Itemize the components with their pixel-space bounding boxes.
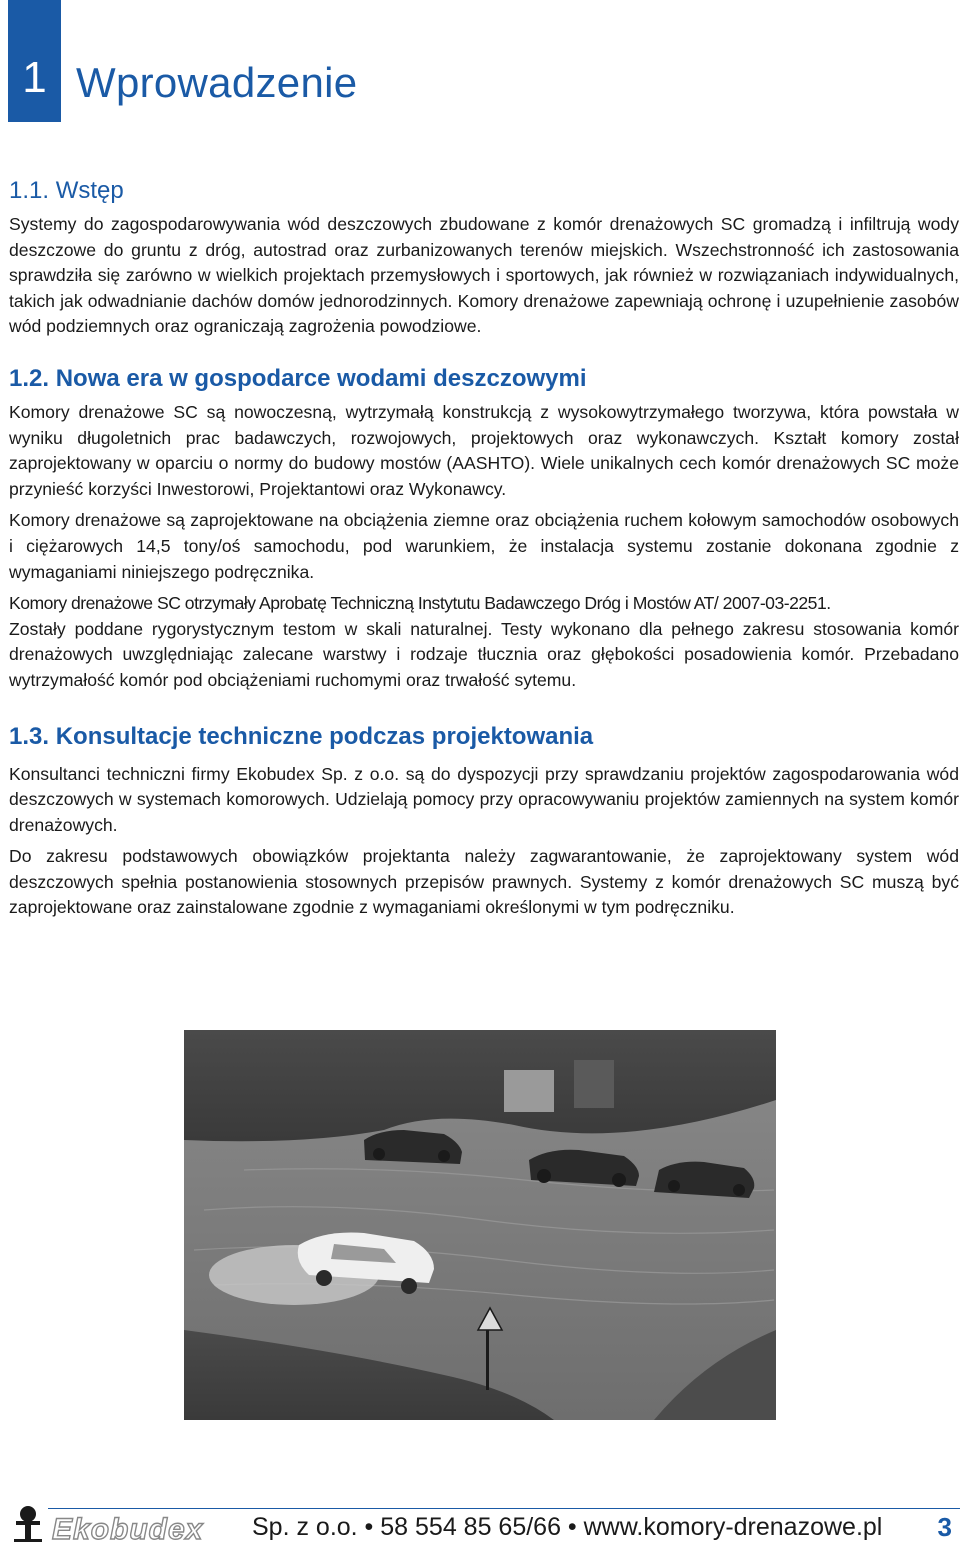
chapter-title: Wprowadzenie	[76, 59, 358, 106]
section-new-era	[9, 364, 959, 694]
section-heading: 1.3. Konsultacje techniczne podczas projektowania	[9, 722, 594, 750]
section-consultations	[9, 722, 959, 922]
footer-rule	[48, 1508, 960, 1509]
paragraph: Systemy do zagospodarowywania wód deszczowych zbudowane z komór drenażowych SC gromadzą i infiltrują wody deszczowe do gruntu z dróg, autostrad oraz zurbanizowanych terenów miejskich. Wszechstronność ich zastosowania sprawdziła się zarówno w wielkich projektach przemysłowych i sportowych, jak również w rozwiązaniach indywidualnych, takich jak odwadnianie dachów domów jednorodzinnych. Komory drenażowe zapewniają ochronę i uzupełnienie zasobów wód podziemnych oraz ograniczają zagrożenia powodziowe.	[9, 214, 959, 337]
paragraph: Komory drenażowe SC są nowoczesną, wytrzymałą konstrukcją z wysokowytrzymałego tworzywa, która powstała w wyniku długoletnich prac badawczych, rozwojowych, projektowych oraz wykonawczych. Kształt komory został zaprojektowany w oparciu o normy do budowy mostów (AASHTO). Wiele unikalnych cech komór drenażowych SC może przynieść korzyści Inwestorowi, Projektantowi oraz Wykonawcy.	[9, 401, 959, 499]
paragraph: Do zakresu podstawowych obowiązków projektanta należy zagwarantowanie, że zaprojektowany system wód deszczowych spełnia postanowienia stosownych przepisów prawnych. Systemy z komór drenażowych SC muszą być zaprojektowane oraz zainstalowane zgodnie z wymaganiami określonymi w tym podręczniku.	[9, 846, 959, 918]
section-heading: 1.2. Nowa era w gospodarce wodami deszczowymi	[9, 364, 587, 392]
paragraph-approval: Komory drenażowe SC otrzymały Aprobatę Techniczną Instytutu Badawczego Dróg i Mostów AT/ 2007-03-2251.	[9, 593, 831, 614]
page-content	[9, 176, 959, 921]
paragraph: Konsultanci techniczni firmy Ekobudex Sp. z o.o. są do dyspozycji przy sprawdzaniu projektów zagospodarowania wód deszczowych w systemach komorowych. Udzielają pomocy przy opracowywaniu projektów zamiennych na system komór drenażowych.	[9, 763, 959, 835]
footer-contact: Sp. z o.o. • 58 554 85 65/66 • www.komory-drenazowe.pl	[252, 1513, 883, 1541]
chapter-number: 1	[22, 53, 47, 102]
flooded-street-photo	[184, 1030, 776, 1420]
page-number: 3	[937, 1512, 952, 1542]
ekobudex-logo-icon	[10, 1505, 46, 1543]
footer-brand: Ekobudex	[52, 1513, 204, 1546]
paragraph: Komory drenażowe są zaprojektowane na obciążenia ziemne oraz obciążenia ruchem kołowym samochodów osobowych i ciężarowych 14,5 tony/oś samochodu, pod warunkiem, że instalacja systemu zostanie dokonana zgodnie z wymaganiami niniejszego podręcznika.	[9, 510, 959, 582]
section-heading: 1.1. Wstęp	[9, 177, 124, 204]
page-footer	[0, 1500, 960, 1550]
section-intro	[9, 176, 959, 340]
paragraph: Zostały poddane rygorystycznym testom w skali naturalnej. Testy wykonano dla pełnego zakresu stosowania komór drenażowych uwzględniając zalecane warstwy i rodzaje tłucznia oraz głębokości posadowienia komór. Przebadano wytrzymałość komór pod obciążeniami ruchomymi oraz trwałość sytemu.	[9, 618, 959, 690]
